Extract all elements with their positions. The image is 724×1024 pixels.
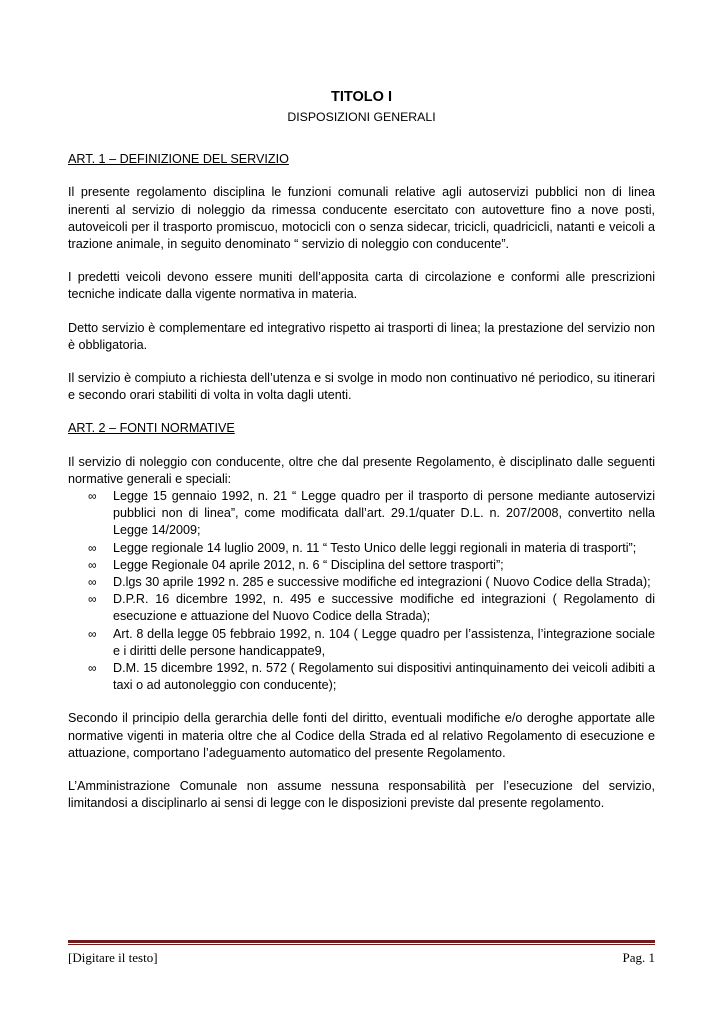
list-item-text: Legge 15 gennaio 1992, n. 21 “ Legge quadro per il trasporto di persone mediante autoservizi pubblici non di linea”, come modificata dall’art. 29.1/quater D.L. n. 207/2008, convertito nella Legge 14/2009; [113, 489, 655, 538]
list-item [88, 488, 655, 540]
bullet-icon: ∞ [88, 661, 97, 676]
art2-closing-paragraph: Secondo il principio della gerarchia delle fonti del diritto, eventuali modifiche e/o deroghe apportate alle normative vigenti in materia oltre che al Codice della Strada ed al relativo Regolamento di esecuzione e attuazione, comportano l’adeguamento automatico del presente Regolamento. [68, 711, 655, 760]
document-subtitle: DISPOSIZIONI GENERALI [287, 110, 436, 124]
document-title: TITOLO I [331, 89, 392, 105]
art1-heading: ART. 1 – DEFINIZIONE DEL SERVIZIO [68, 152, 289, 167]
list-item [88, 591, 655, 625]
footer-rule-thick [68, 940, 655, 943]
list-item-text: D.M. 15 dicembre 1992, n. 572 ( Regolamento sui dispositivi antinquinamento dei veicoli adibiti a taxi o ad autonoleggio con conducente); [113, 661, 655, 693]
bullet-icon: ∞ [88, 592, 97, 607]
sources-list [68, 488, 655, 694]
list-item-text: Legge Regionale 04 aprile 2012, n. 6 “ Disciplina del settore trasporti”; [113, 557, 504, 572]
bullet-icon: ∞ [88, 575, 97, 590]
bullet-icon: ∞ [88, 557, 97, 572]
page-number: Pag. 1 [622, 950, 655, 965]
list-item [88, 574, 655, 591]
art1-paragraph: Detto servizio è complementare ed integrativo rispetto ai trasporti di linea; la prestazione del servizio non è obbligatoria. [68, 320, 655, 352]
art2-heading: ART. 2 – FONTI NORMATIVE [68, 421, 235, 436]
footer-placeholder-text: [Digitare il testo] [68, 950, 158, 965]
list-item-text: Legge regionale 14 luglio 2009, n. 11 “ Testo Unico delle leggi regionali in materia di trasporti”; [113, 540, 637, 555]
list-item [88, 557, 655, 574]
bullet-icon: ∞ [88, 540, 97, 555]
list-item-text: Art. 8 della legge 05 febbraio 1992, n. 104 ( Legge quadro per l’assistenza, l’integrazione sociale e i diritti delle persone handicappate9, [113, 626, 655, 658]
art1-paragraph: I predetti veicoli devono essere muniti dell’apposita carta di circolazione e conformi alle prescrizioni tecniche indicate dalla vigente normativa in materia. [68, 270, 655, 302]
art2-intro: Il servizio di noleggio con conducente, oltre che dal presente Regolamento, è disciplinato dalle seguenti normative generali e speciali: [68, 454, 655, 486]
list-item [88, 540, 655, 557]
art1-paragraph: Il servizio è compiuto a richiesta dell’utenza e si svolge in modo non continuativo né periodico, su itinerari e secondo orari stabiliti di volta in volta dagli utenti. [68, 371, 655, 403]
bullet-icon: ∞ [88, 626, 97, 641]
list-item [88, 626, 655, 660]
footer-rule-thin [68, 944, 655, 945]
list-item-text: D.P.R. 16 dicembre 1992, n. 495 e successive modifiche ed integrazioni ( Regolamento di esecuzione e attuazione del Nuovo Codice della Strada); [113, 592, 655, 624]
list-item [88, 660, 655, 694]
bullet-icon: ∞ [88, 489, 97, 504]
document-body [68, 88, 655, 813]
art1-paragraph: Il presente regolamento disciplina le funzioni comunali relative agli autoservizi pubblici non di linea inerenti al servizio di noleggio da rimessa conducente esercitato con autovetture fino a nove posti, autoveicoli per il trasporto promiscuo, motocicli con o senza sidecar, tricicli, quadricicli, natanti e veicoli a trazione animale, in seguito denominato “ servizio di noleggio con conducente”. [68, 185, 655, 252]
art2-closing-paragraph: L’Amministrazione Comunale non assume nessuna responsabilità per l’esecuzione del servizio, limitandosi a disciplinarlo ai sensi di legge con le disposizioni previste dal presente regolamento. [68, 779, 655, 811]
list-item-text: D.lgs 30 aprile 1992 n. 285 e successive modifiche ed integrazioni ( Nuovo Codice della Strada); [113, 575, 651, 590]
